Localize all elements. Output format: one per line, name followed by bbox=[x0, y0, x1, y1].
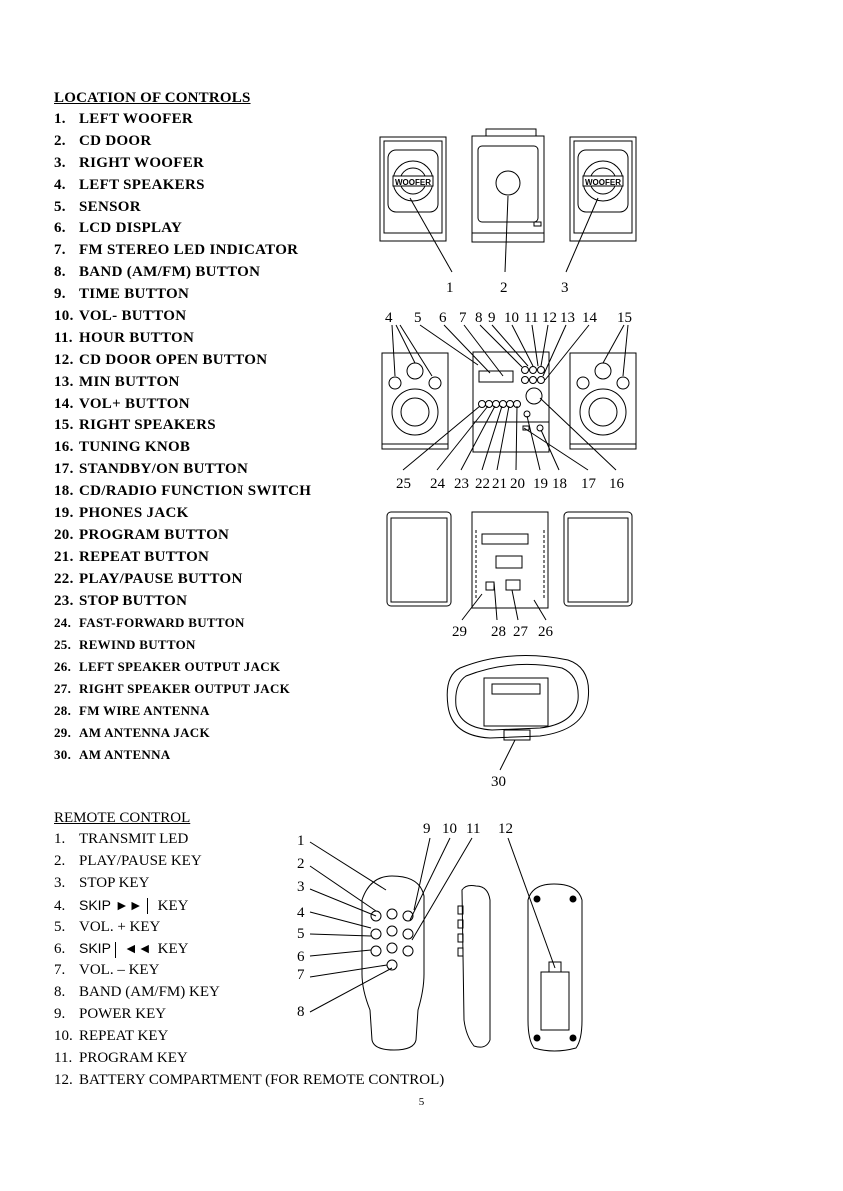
controls-item-label: MIN BUTTON bbox=[79, 373, 180, 390]
controls-item-number: 4. bbox=[54, 176, 66, 193]
remote-item-number: 1. bbox=[54, 831, 66, 847]
controls-item-label: CD DOOR bbox=[79, 132, 152, 149]
callout-26: 26 bbox=[538, 624, 553, 640]
controls-item-number: 17. bbox=[54, 461, 74, 478]
callout-29: 29 bbox=[452, 624, 467, 640]
callout-15: 15 bbox=[617, 310, 632, 326]
controls-item-number: 14. bbox=[54, 395, 74, 412]
remote-item-number: 2. bbox=[54, 852, 66, 869]
remote-item-label: TRANSMIT LED bbox=[79, 831, 189, 847]
controls-item-number: 27. bbox=[54, 681, 72, 697]
remote-item-number: 8. bbox=[54, 984, 66, 1001]
remote-callout-8: 8 bbox=[297, 1004, 305, 1020]
controls-item-number: 19. bbox=[54, 505, 74, 522]
callout-10: 10 bbox=[504, 310, 519, 326]
right-woofer-illustration bbox=[570, 137, 636, 241]
controls-item-number: 21. bbox=[54, 548, 74, 565]
controls-item-label: LEFT SPEAKERS bbox=[79, 176, 205, 193]
callout-6: 6 bbox=[439, 310, 447, 326]
controls-item-label: AM ANTENNA JACK bbox=[79, 724, 210, 740]
callout-2: 2 bbox=[500, 280, 508, 296]
controls-item-label: STOP BUTTON bbox=[79, 592, 188, 609]
remote-item-prefix: SKIP bbox=[79, 940, 111, 957]
controls-item-number: 8. bbox=[54, 264, 66, 281]
remote-callout-11: 11 bbox=[466, 821, 481, 837]
remote-callout-6: 6 bbox=[297, 949, 305, 965]
controls-item-number: 22. bbox=[54, 570, 74, 587]
remote-item-label: KEY bbox=[157, 897, 189, 914]
callout-3: 3 bbox=[561, 280, 569, 296]
remote-item-label: PROGRAM KEY bbox=[79, 1049, 188, 1066]
controls-item-number: 30. bbox=[54, 746, 72, 762]
callout-30: 30 bbox=[491, 774, 506, 790]
controls-item-number: 3. bbox=[54, 154, 66, 171]
controls-item-label: FAST-FORWARD BUTTON bbox=[79, 615, 245, 631]
row3-leader-lines bbox=[462, 582, 546, 620]
callout-12: 12 bbox=[542, 310, 557, 326]
controls-item-label: RIGHT SPEAKERS bbox=[79, 417, 216, 434]
remote-callout-7: 7 bbox=[297, 967, 305, 983]
controls-item-number: 20. bbox=[54, 526, 74, 543]
remote-item-number: 11. bbox=[54, 1049, 73, 1066]
controls-item-number: 29. bbox=[54, 724, 72, 740]
remote-item-number: 7. bbox=[54, 962, 66, 979]
controls-item-number: 12. bbox=[54, 351, 74, 368]
controls-item-number: 23. bbox=[54, 592, 74, 609]
callout-17: 17 bbox=[581, 476, 596, 492]
remote-callout-10: 10 bbox=[442, 821, 457, 837]
remote-callout-5: 5 bbox=[297, 926, 305, 942]
controls-item-label: AM ANTENNA bbox=[79, 746, 171, 762]
controls-item-number: 11. bbox=[54, 329, 73, 346]
callout-27: 27 bbox=[513, 624, 528, 640]
callout-21: 21 bbox=[492, 476, 507, 492]
controls-item-label: SENSOR bbox=[79, 198, 141, 215]
callout-7: 7 bbox=[459, 310, 467, 326]
back-view-illustration bbox=[387, 512, 632, 608]
controls-item-label: TIME BUTTON bbox=[79, 286, 190, 303]
remote-leader-lines bbox=[310, 838, 555, 1012]
remote-item-label: BAND (AM/FM) KEY bbox=[79, 984, 220, 1001]
callout-23: 23 bbox=[454, 476, 469, 492]
remote-item-label: KEY bbox=[157, 941, 189, 958]
controls-item-number: 6. bbox=[54, 220, 66, 237]
controls-item-label: PLAY/PAUSE BUTTON bbox=[79, 570, 243, 587]
controls-item-number: 7. bbox=[54, 242, 66, 259]
callout-28: 28 bbox=[491, 624, 506, 640]
remote-item-symbol: ►► bbox=[114, 896, 143, 913]
controls-item-number: 26. bbox=[54, 659, 72, 675]
callout-9: 9 bbox=[488, 310, 496, 326]
right-speaker-illustration bbox=[570, 353, 636, 449]
callout-13: 13 bbox=[560, 310, 575, 326]
remote-callout-12: 12 bbox=[498, 821, 513, 837]
left-woofer-label: WOOFER bbox=[395, 178, 431, 187]
controls-item-label: LEFT WOOFER bbox=[79, 111, 194, 127]
remote-item-label: VOL. – KEY bbox=[79, 962, 160, 979]
remote-item-number: 3. bbox=[54, 874, 66, 891]
controls-item-label: LEFT SPEAKER OUTPUT JACK bbox=[79, 659, 281, 675]
callout-19: 19 bbox=[533, 476, 548, 492]
controls-item-number: 16. bbox=[54, 439, 74, 456]
am-antenna-illustration bbox=[447, 656, 588, 741]
controls-item-label: PHONES JACK bbox=[79, 505, 189, 522]
remote-front-illustration bbox=[362, 876, 424, 1050]
controls-item-number: 5. bbox=[54, 198, 66, 215]
controls-item-label: CD/RADIO FUNCTION SWITCH bbox=[79, 483, 312, 500]
remote-item-label: PLAY/PAUSE KEY bbox=[79, 852, 202, 869]
remote-callout-9: 9 bbox=[423, 821, 431, 837]
remote-item-number: 4. bbox=[54, 897, 66, 914]
callout-25: 25 bbox=[396, 476, 411, 492]
controls-item-number: 24. bbox=[54, 615, 72, 631]
antenna-leader-line bbox=[500, 740, 515, 770]
remote-item-label: STOP KEY bbox=[79, 874, 150, 891]
controls-item-label: STANDBY/ON BUTTON bbox=[79, 461, 249, 478]
callout-24: 24 bbox=[430, 476, 445, 492]
controls-item-label: VOL- BUTTON bbox=[79, 308, 187, 325]
controls-item-label: RIGHT SPEAKER OUTPUT JACK bbox=[79, 681, 291, 697]
main-unit-front-illustration bbox=[472, 129, 544, 242]
remote-callout-2: 2 bbox=[297, 856, 305, 872]
controls-item-label: REWIND BUTTON bbox=[79, 637, 196, 653]
remote-item-label: VOL. + KEY bbox=[79, 918, 161, 935]
controls-item-number: 13. bbox=[54, 373, 74, 390]
controls-item-label: PROGRAM BUTTON bbox=[79, 526, 230, 543]
remote-item-label: POWER KEY bbox=[79, 1006, 167, 1023]
left-woofer-illustration bbox=[380, 137, 446, 241]
remote-item-number: 9. bbox=[54, 1006, 66, 1023]
remote-callout-4: 4 bbox=[297, 905, 305, 921]
controls-item-number: 2. bbox=[54, 132, 66, 149]
remote-item-number: 12. bbox=[54, 1071, 73, 1088]
controls-item-label: CD DOOR OPEN BUTTON bbox=[79, 351, 268, 368]
page-number: 5 bbox=[418, 1096, 425, 1108]
callout-22: 22 bbox=[475, 476, 490, 492]
callout-11: 11 bbox=[524, 310, 539, 326]
left-speaker-illustration bbox=[382, 353, 448, 449]
controls-item-label: LCD DISPLAY bbox=[79, 220, 183, 237]
remote-item-number: 6. bbox=[54, 941, 66, 958]
controls-item-label: TUNING KNOB bbox=[79, 439, 191, 456]
remote-item-label: BATTERY COMPARTMENT (FOR REMOTE CONTROL) bbox=[79, 1071, 445, 1088]
controls-item-label: FM WIRE ANTENNA bbox=[79, 703, 210, 719]
remote-callout-1: 1 bbox=[297, 833, 305, 849]
controls-item-number: 10. bbox=[54, 308, 74, 325]
callout-1: 1 bbox=[446, 280, 454, 296]
controls-item-label: VOL+ BUTTON bbox=[79, 395, 190, 412]
remote-item-symbol: ◄◄ bbox=[123, 940, 152, 957]
controls-section-title: LOCATION OF CONTROLS bbox=[54, 90, 251, 106]
remote-item-label: REPEAT KEY bbox=[79, 1028, 169, 1045]
controls-item-label: HOUR BUTTON bbox=[79, 329, 195, 346]
callout-5: 5 bbox=[414, 310, 422, 326]
row2-leader-lines bbox=[392, 325, 628, 470]
controls-item-number: 15. bbox=[54, 417, 74, 434]
controls-item-number: 28. bbox=[54, 703, 72, 719]
callout-14: 14 bbox=[582, 310, 597, 326]
controls-item-label: BAND (AM/FM) BUTTON bbox=[79, 264, 261, 281]
callout-8: 8 bbox=[475, 310, 483, 326]
controls-item-label: REPEAT BUTTON bbox=[79, 548, 210, 565]
remote-callout-3: 3 bbox=[297, 879, 305, 895]
remote-item-number: 10. bbox=[54, 1028, 73, 1045]
callout-20: 20 bbox=[510, 476, 525, 492]
controls-item-number: 18. bbox=[54, 483, 74, 500]
controls-item-number: 9. bbox=[54, 286, 66, 303]
remote-side-illustration bbox=[458, 886, 490, 1048]
right-woofer-label: WOOFER bbox=[585, 178, 621, 187]
controls-item-label: FM STEREO LED INDICATOR bbox=[79, 242, 299, 259]
callout-18: 18 bbox=[552, 476, 567, 492]
controls-item-number: 1. bbox=[54, 111, 66, 127]
callout-16: 16 bbox=[609, 476, 624, 492]
controls-item-number: 25. bbox=[54, 637, 72, 653]
remote-section-title: REMOTE CONTROL bbox=[54, 810, 191, 826]
remote-item-number: 5. bbox=[54, 918, 66, 935]
remote-item-prefix: SKIP bbox=[79, 896, 111, 913]
callout-4: 4 bbox=[385, 310, 393, 326]
controls-item-label: RIGHT WOOFER bbox=[79, 154, 205, 171]
